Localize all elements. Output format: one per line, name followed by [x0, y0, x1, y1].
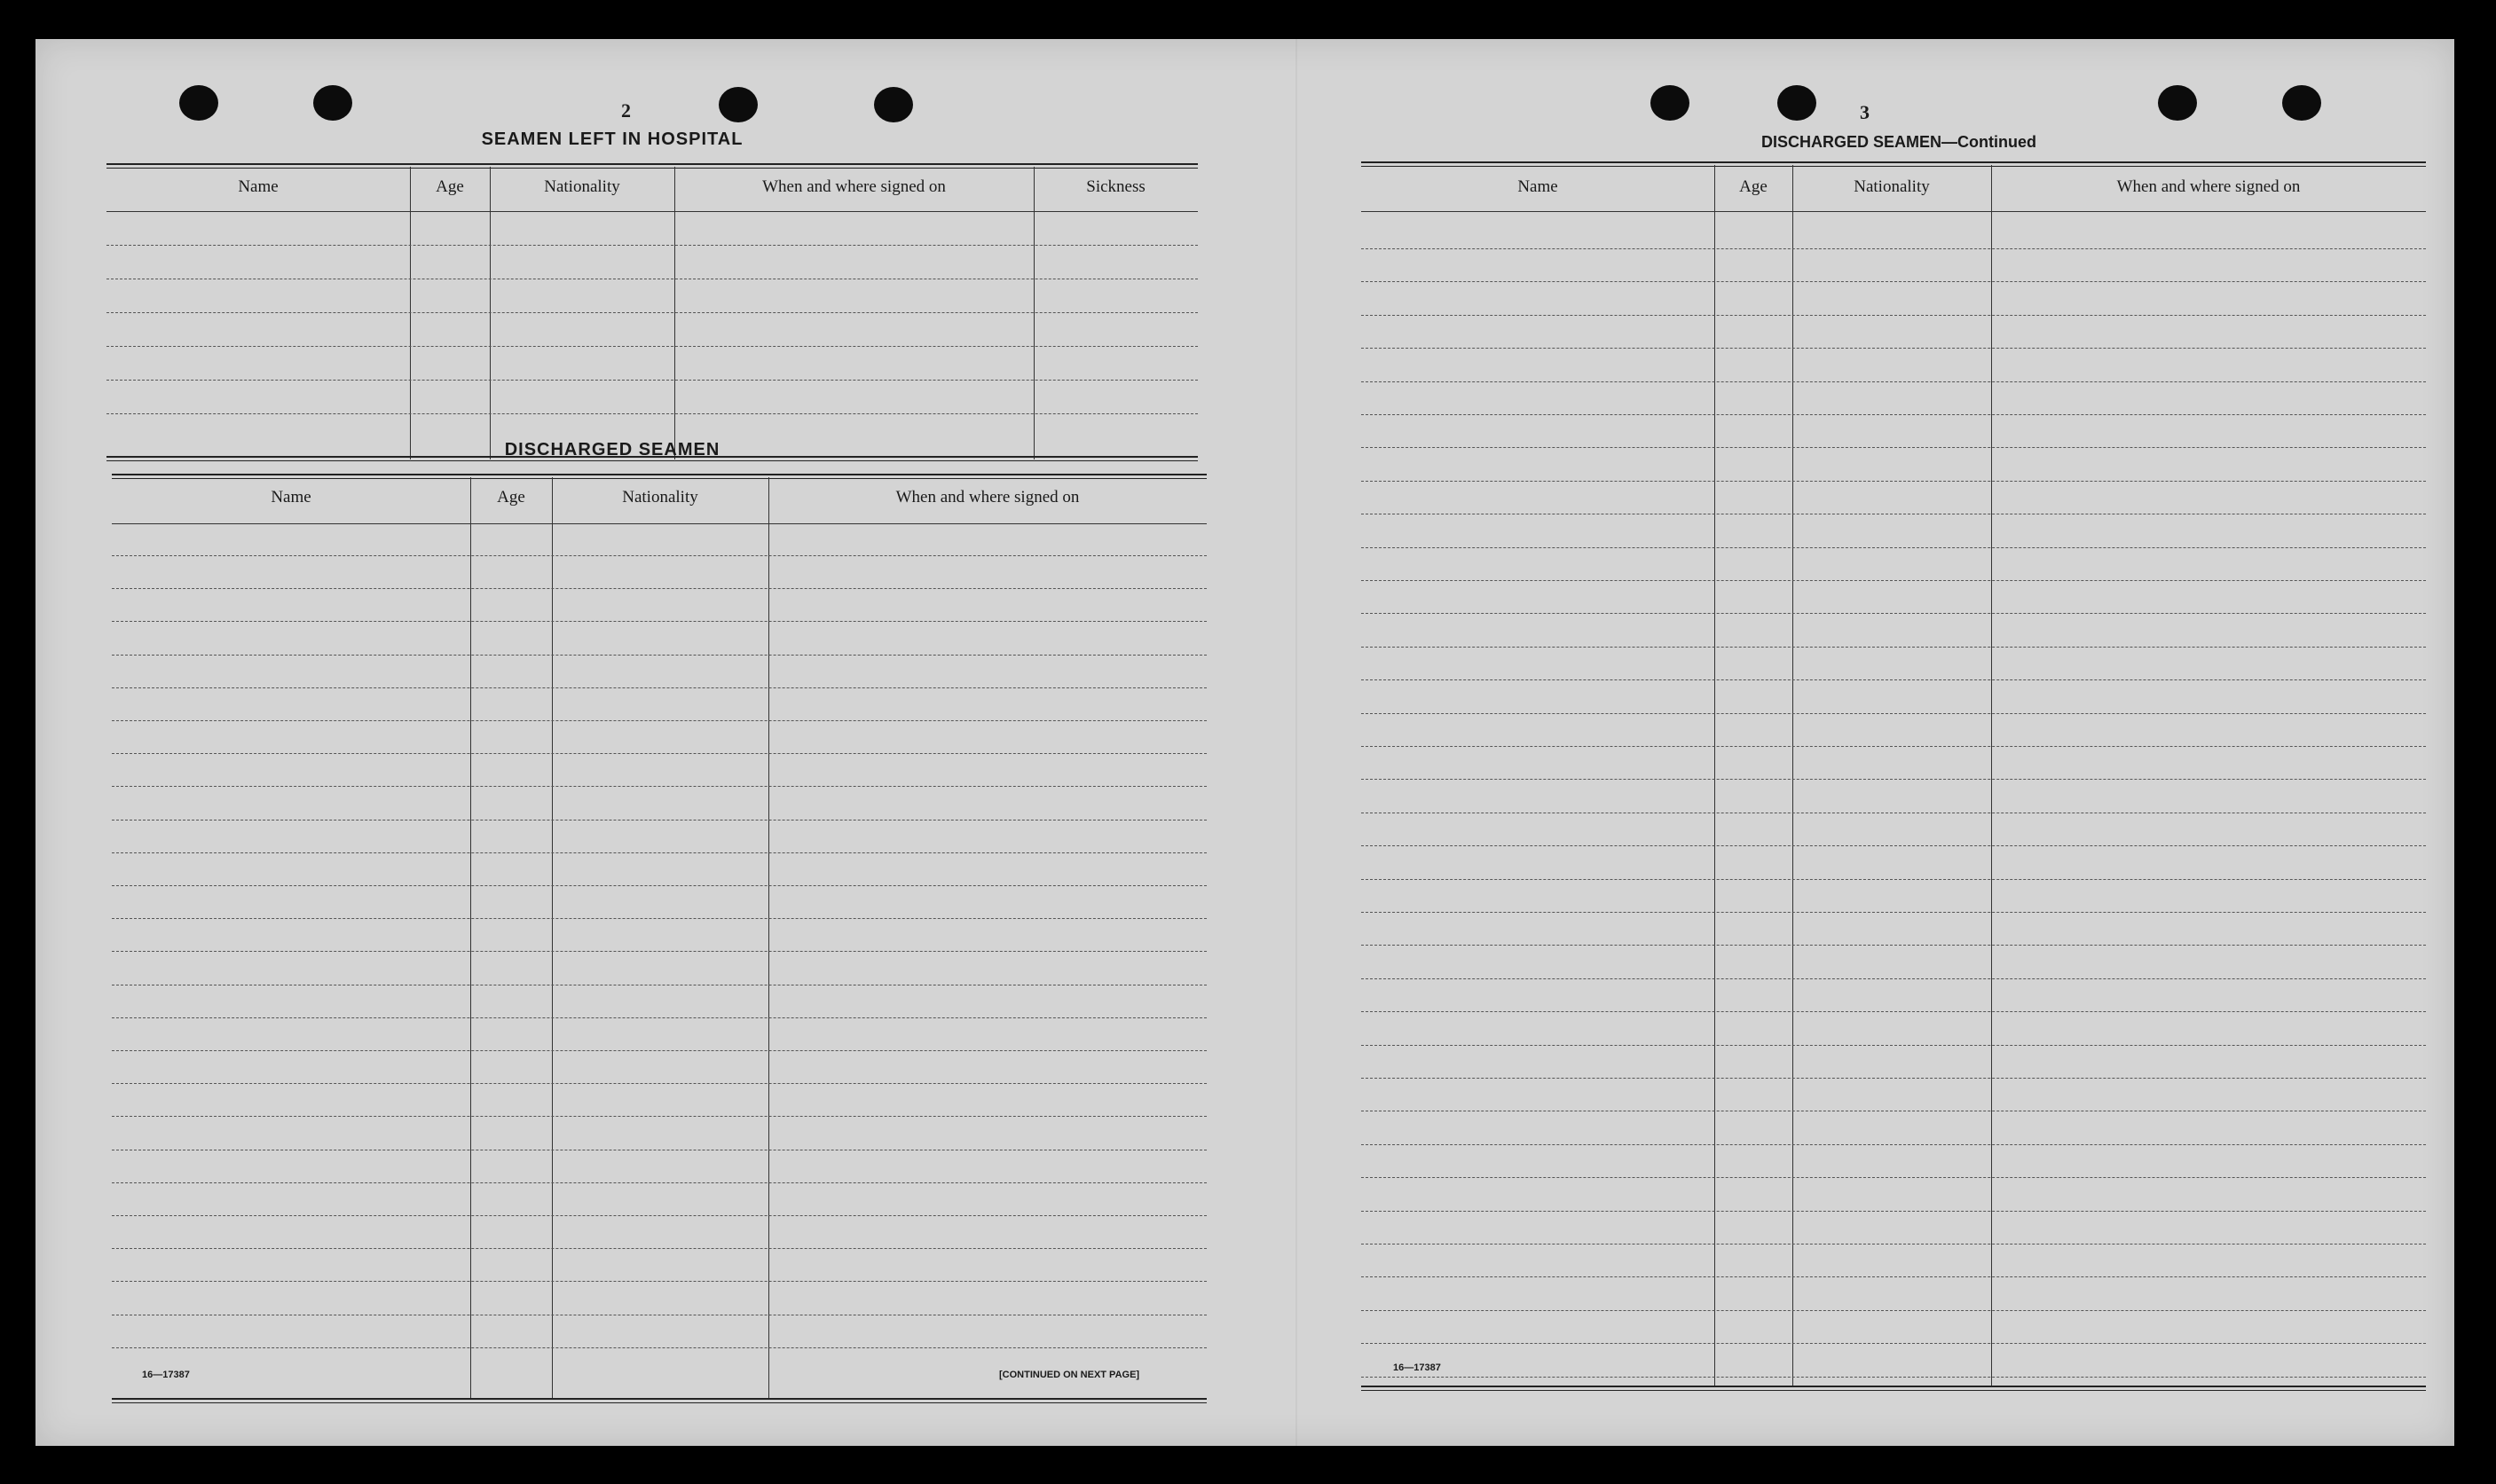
hospital-col-signed-on: When and where signed on	[762, 177, 946, 196]
table-row	[1361, 547, 2426, 548]
table-row	[112, 555, 1207, 556]
discharged-continued-suffix: —Continued	[1941, 133, 2036, 151]
discharged-table-left	[112, 474, 1207, 1407]
continued-col-signed-on: When and where signed on	[2116, 177, 2301, 196]
table-row	[112, 1182, 1207, 1183]
table-row	[112, 753, 1207, 754]
table-row	[112, 687, 1207, 688]
table-row	[1361, 845, 2426, 846]
continued-col-name: Name	[1517, 177, 1558, 196]
table-row	[1361, 315, 2426, 316]
table-row	[112, 1083, 1207, 1084]
table-row	[106, 380, 1198, 381]
table-row	[112, 588, 1207, 589]
continued-col-nationality: Nationality	[1854, 177, 1930, 196]
discharged-table-right	[1361, 161, 2426, 1394]
discharged-col-signed-on: When and where signed on	[895, 488, 1080, 506]
table-row	[1361, 1045, 2426, 1046]
punch-hole	[1650, 85, 1689, 121]
punch-hole	[313, 85, 352, 121]
table-row	[1361, 1244, 2426, 1245]
table-row	[1361, 1276, 2426, 1277]
table-row	[1361, 1377, 2426, 1378]
table-row	[1361, 679, 2426, 680]
table-row	[112, 885, 1207, 886]
hospital-col-sickness: Sickness	[1086, 177, 1146, 196]
table-row	[1361, 879, 2426, 880]
table-row	[112, 1017, 1207, 1018]
table-row	[112, 621, 1207, 622]
table-row	[1361, 746, 2426, 747]
discharged-col-nationality: Nationality	[622, 488, 698, 506]
table-row	[1361, 1011, 2426, 1012]
punch-hole	[874, 87, 913, 122]
punch-hole	[2158, 85, 2197, 121]
document-sheet	[35, 39, 2454, 1446]
table-row	[1361, 1211, 2426, 1212]
form-number-left: 16—17387	[142, 1370, 190, 1380]
hospital-col-name: Name	[238, 177, 279, 196]
hospital-col-age: Age	[436, 177, 464, 196]
table-row	[1361, 912, 2426, 913]
table-row	[112, 1050, 1207, 1051]
table-row	[112, 852, 1207, 853]
continued-note: [CONTINUED ON NEXT PAGE]	[999, 1370, 1140, 1380]
table-row	[1361, 580, 2426, 581]
hospital-table-title: SEAMEN LEFT IN HOSPITAL	[481, 130, 744, 149]
table-row	[106, 312, 1198, 313]
table-row	[1361, 381, 2426, 382]
discharged-table-title: DISCHARGED SEAMEN	[504, 440, 720, 459]
discharged-continued-title	[1633, 133, 2165, 152]
table-row	[1361, 1078, 2426, 1079]
form-number-right: 16—17387	[1393, 1362, 1441, 1373]
center-fold	[1295, 39, 1297, 1446]
table-row	[106, 346, 1198, 347]
table-row	[1361, 945, 2426, 946]
table-row	[112, 951, 1207, 952]
table-row	[112, 1248, 1207, 1249]
table-row	[112, 1116, 1207, 1117]
table-row	[1361, 348, 2426, 349]
punch-hole	[2282, 85, 2321, 121]
table-row	[1361, 1177, 2426, 1178]
hospital-table	[106, 163, 1198, 465]
page-number-left: 2	[621, 99, 631, 122]
table-row	[112, 1281, 1207, 1282]
table-row	[106, 245, 1198, 246]
table-row	[1361, 1310, 2426, 1311]
table-row	[1361, 647, 2426, 648]
page-number-right: 3	[1860, 101, 1870, 123]
table-row	[1361, 779, 2426, 780]
hospital-col-nationality: Nationality	[544, 177, 620, 196]
punch-hole	[1777, 85, 1816, 121]
continued-col-age: Age	[1739, 177, 1768, 196]
table-row	[1361, 978, 2426, 979]
table-row	[1361, 1144, 2426, 1145]
table-row	[1361, 481, 2426, 482]
table-row	[112, 720, 1207, 721]
punch-hole	[179, 85, 218, 121]
table-row	[1361, 281, 2426, 282]
table-row	[1361, 414, 2426, 415]
discharged-col-name: Name	[271, 488, 311, 506]
table-row	[1361, 447, 2426, 448]
table-row	[1361, 1343, 2426, 1344]
table-row	[112, 1215, 1207, 1216]
table-row	[112, 820, 1207, 821]
discharged-col-age: Age	[497, 488, 525, 506]
table-row	[112, 918, 1207, 919]
table-row	[1361, 613, 2426, 614]
table-row	[112, 1347, 1207, 1348]
table-row	[106, 413, 1198, 414]
table-row	[1361, 713, 2426, 714]
table-row	[112, 655, 1207, 656]
punch-hole	[719, 87, 758, 122]
table-row	[112, 786, 1207, 787]
table-row	[1361, 248, 2426, 249]
discharged-continued-title-main: DISCHARGED SEAMEN	[1760, 133, 1942, 151]
